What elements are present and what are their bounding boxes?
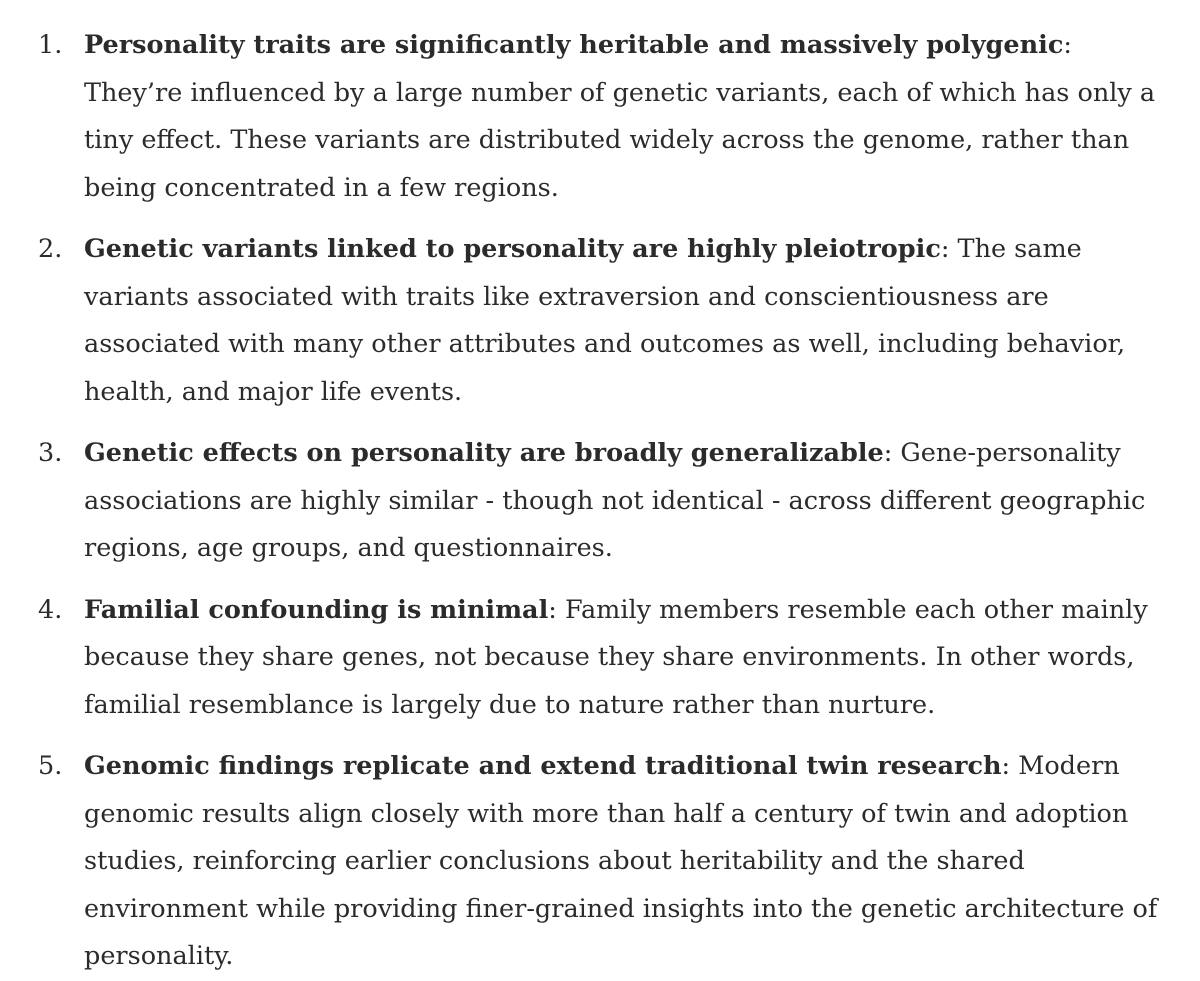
- item-lead: Personality traits are significantly heritable and massively polygenic: [84, 30, 1064, 60]
- list-item: [38, 743, 1160, 981]
- list-item: [38, 587, 1160, 730]
- item-text: : Family members resemble each other mainly because they share genes, not because they share environments. In other words, familial resemblance is largely due to nature rather than nurture.: [84, 594, 1148, 720]
- item-lead: Genetic effects on personality are broadly generalizable: [84, 438, 884, 468]
- list-number: 2.: [38, 234, 63, 264]
- item-text: : Modern genomic results align closely with more than half a century of twin and adoption studies, reinforcing earlier conclusions about heritability and the shared environment while providing finer-grained insights into the genetic architecture of personality.: [84, 751, 1158, 971]
- item-lead: Genomic findings replicate and extend traditional twin research: [84, 751, 1002, 781]
- item-text: : They’re influenced by a large number of genetic variants, each of which has only a tiny effect. These variants are distributed widely across the genome, rather than being concentrated in a few regions.: [84, 30, 1156, 203]
- list-number: 4.: [38, 594, 63, 625]
- list-number: 3.: [38, 438, 63, 468]
- item-text: : Gene-personality associations are highly similar - though not identical - across different geographic regions, age groups, and questionnaires.: [84, 438, 1146, 563]
- list-item: [38, 430, 1160, 573]
- item-text: : The same variants associated with traits like extraversion and conscientiousness are associated with many other attributes and outcomes as well, including behavior, health, and major life events.: [84, 234, 1126, 407]
- list-item: [38, 22, 1160, 212]
- list-number: 1.: [38, 30, 63, 60]
- item-lead: Genetic variants linked to personality are highly pleiotropic: [84, 234, 941, 264]
- list-item: [38, 226, 1160, 416]
- list-number: 5.: [38, 751, 63, 781]
- item-lead: Familial confounding is minimal: [84, 594, 549, 625]
